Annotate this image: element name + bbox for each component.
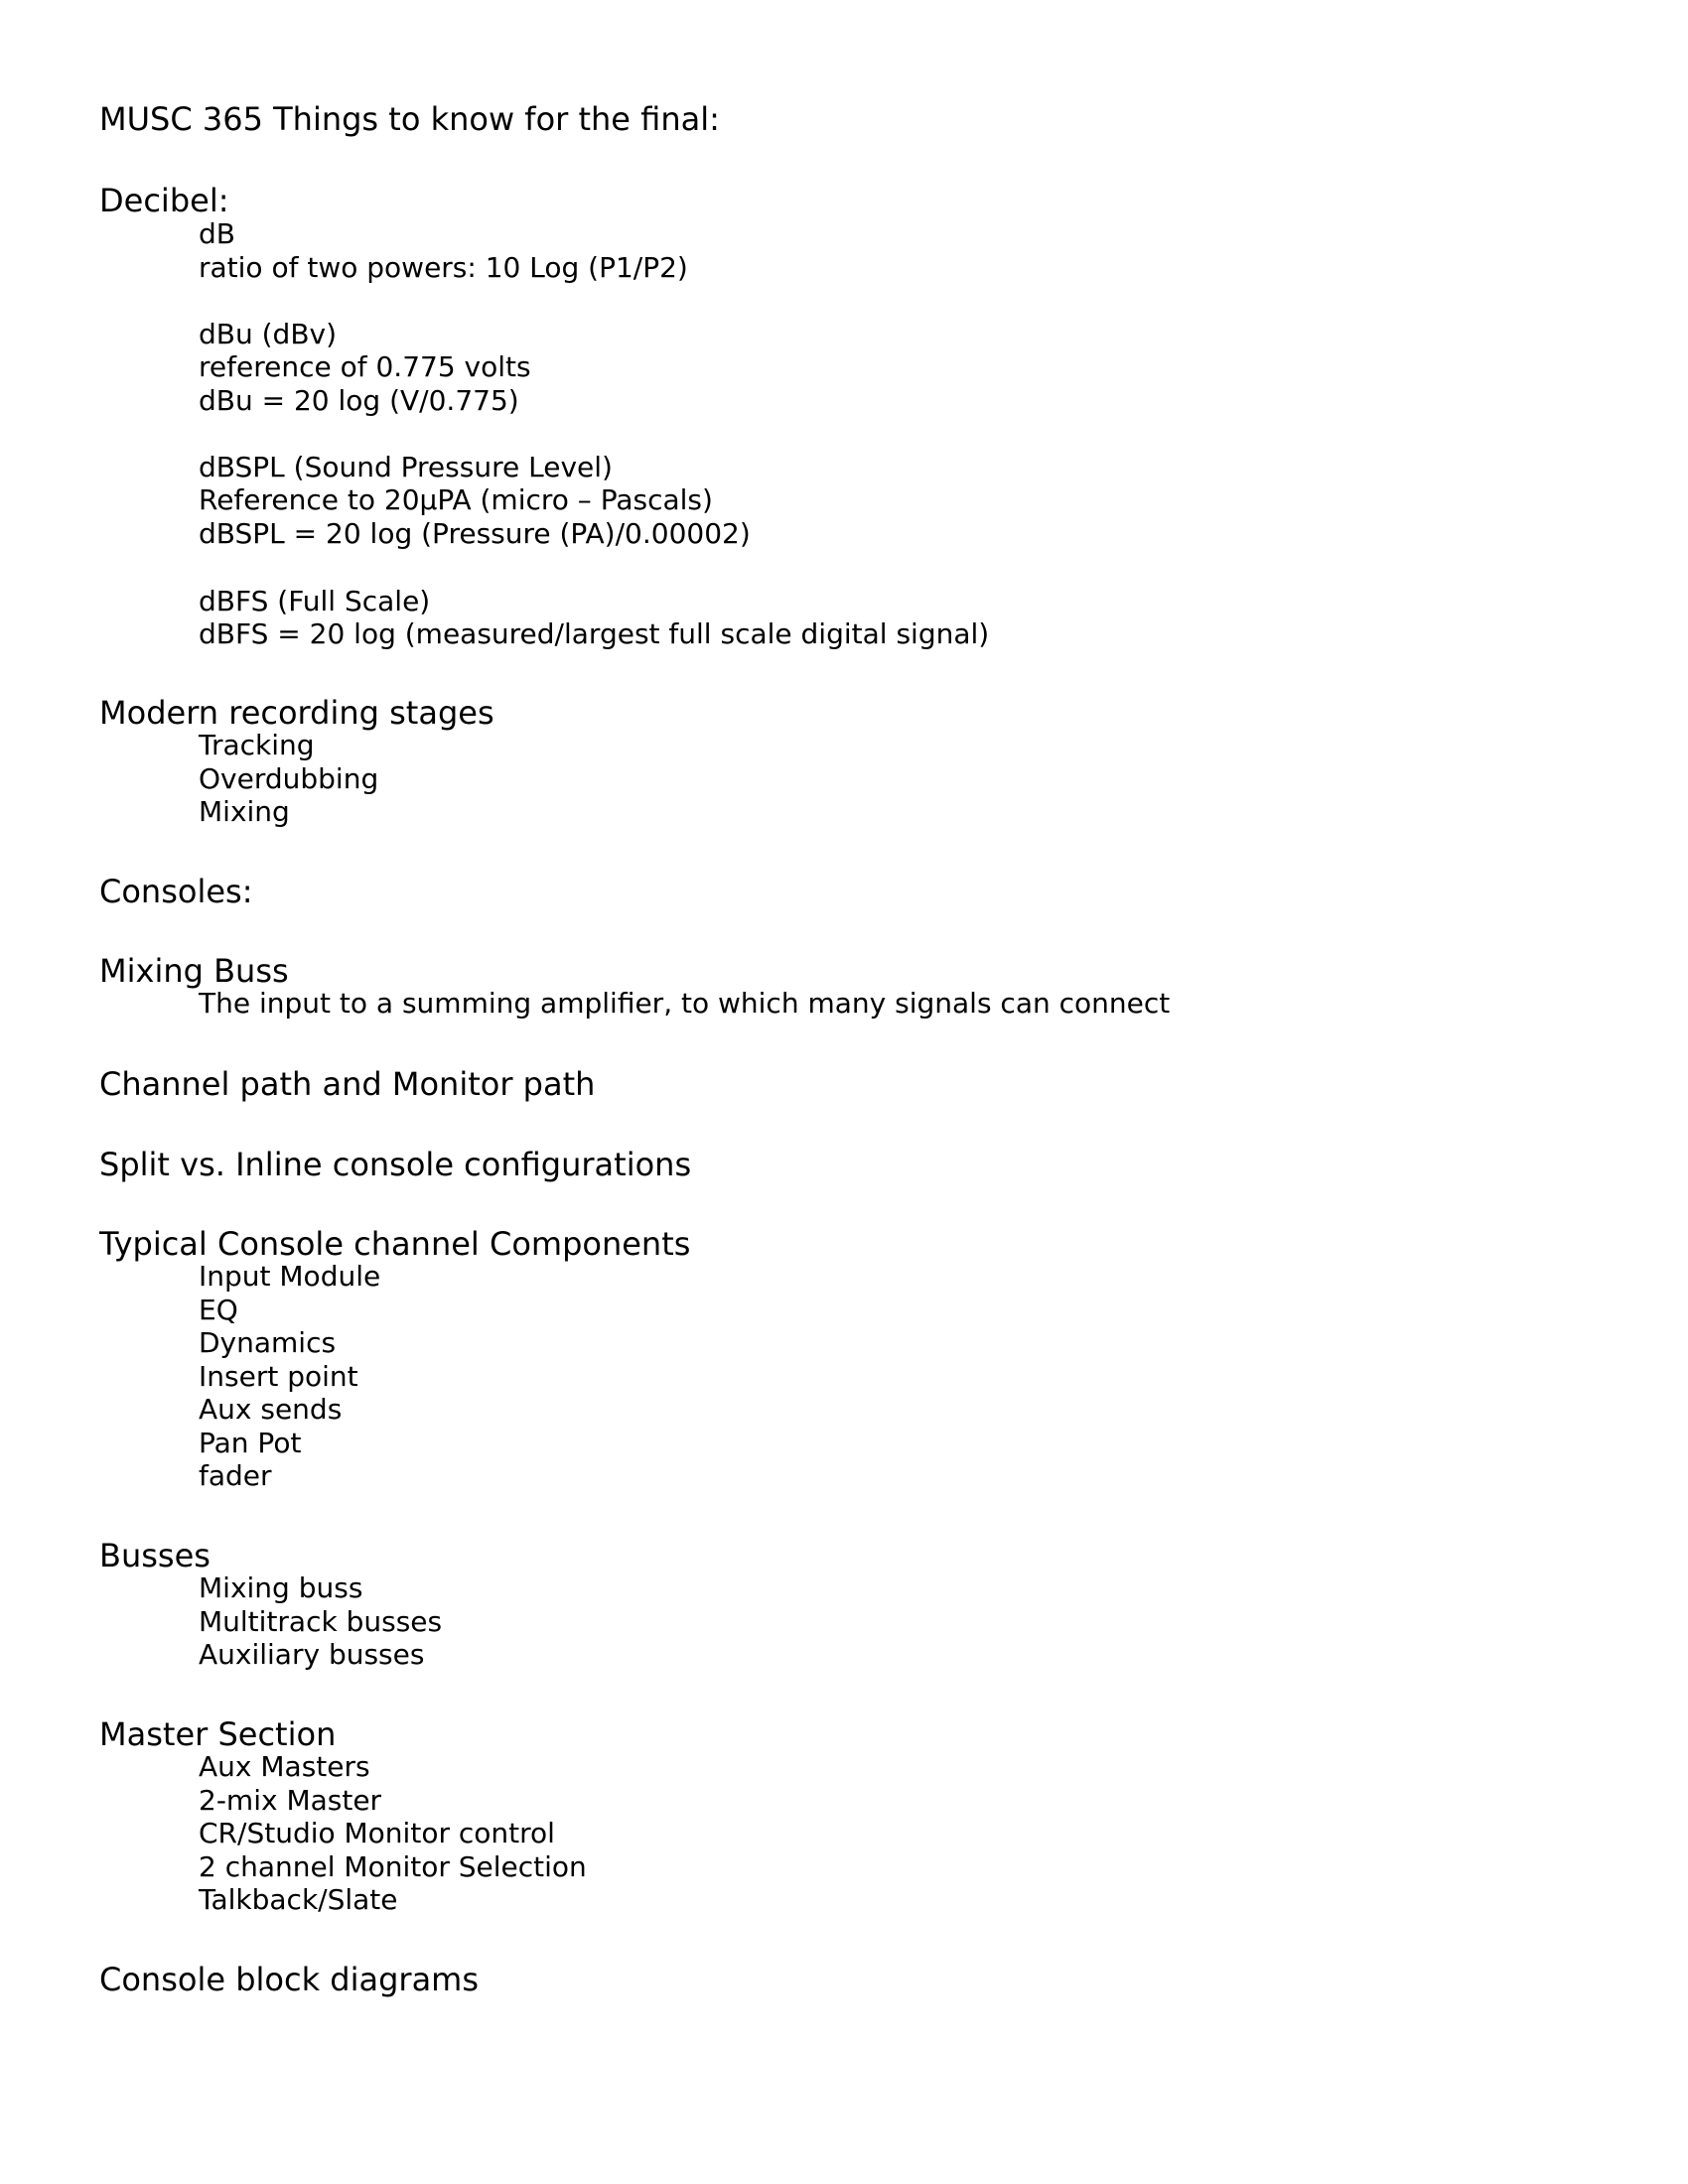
page-title: MUSC 365 Things to know for the final: xyxy=(99,100,720,138)
list-item: 2 channel Monitor Selection xyxy=(199,1850,587,1883)
block-diagrams-heading: Console block diagrams xyxy=(99,1961,480,1998)
list-item: fader xyxy=(199,1459,272,1492)
dbspl-formula: dBSPL = 20 log (Pressure (PA)/0.00002) xyxy=(199,517,751,550)
decibel-heading: Decibel: xyxy=(99,182,229,219)
dbu-reference: reference of 0.775 volts xyxy=(199,350,531,383)
dbspl-term: dBSPL (Sound Pressure Level) xyxy=(199,451,613,483)
consoles-heading: Consoles: xyxy=(99,873,253,910)
list-item: Pan Pot xyxy=(199,1427,302,1459)
list-item: Overdubbing xyxy=(199,762,379,795)
list-item: EQ xyxy=(199,1294,238,1326)
list-item: Mixing xyxy=(199,795,290,828)
mixing-buss-heading: Mixing Buss xyxy=(99,952,289,990)
list-item: Mixing buss xyxy=(199,1571,363,1604)
dbfs-term: dBFS (Full Scale) xyxy=(199,585,431,617)
list-item: Input Module xyxy=(199,1260,381,1293)
busses-heading: Busses xyxy=(99,1537,211,1574)
list-item: Talkback/Slate xyxy=(199,1883,398,1916)
dbfs-formula: dBFS = 20 log (measured/largest full scale digital signal) xyxy=(199,617,990,650)
list-item: Insert point xyxy=(199,1360,358,1393)
dbspl-reference: Reference to 20μPA (micro – Pascals) xyxy=(199,483,713,516)
stages-heading: Modern recording stages xyxy=(99,694,494,732)
db-definition: ratio of two powers: 10 Log (P1/P2) xyxy=(199,251,688,284)
mixing-buss-definition: The input to a summing amplifier, to which many signals can connect xyxy=(199,987,1171,1020)
split-inline-heading: Split vs. Inline console configurations xyxy=(99,1146,692,1183)
paths-heading: Channel path and Monitor path xyxy=(99,1065,596,1103)
list-item: Dynamics xyxy=(199,1326,337,1359)
list-item: CR/Studio Monitor control xyxy=(199,1817,555,1849)
db-term: dB xyxy=(199,217,235,250)
dbu-term: dBu (dBv) xyxy=(199,318,338,350)
list-item: Auxiliary busses xyxy=(199,1638,425,1671)
list-item: Aux sends xyxy=(199,1393,343,1426)
list-item: 2-mix Master xyxy=(199,1784,382,1817)
components-heading: Typical Console channel Components xyxy=(99,1225,691,1263)
list-item: Aux Masters xyxy=(199,1750,370,1783)
list-item: Multitrack busses xyxy=(199,1605,443,1638)
dbu-formula: dBu = 20 log (V/0.775) xyxy=(199,384,519,417)
list-item: Tracking xyxy=(199,729,315,761)
master-heading: Master Section xyxy=(99,1715,337,1753)
